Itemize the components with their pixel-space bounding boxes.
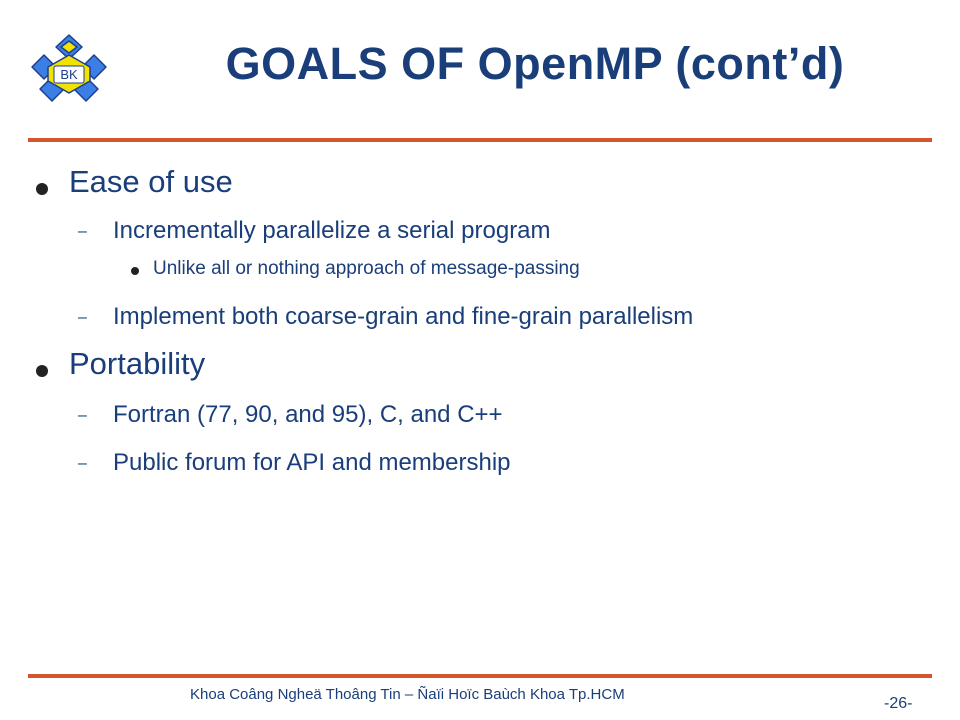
dash-marker: –: [78, 309, 87, 326]
bullet-dot: [36, 365, 48, 377]
subitem-incrementally-parallelize: Incrementally parallelize a serial program: [113, 217, 551, 244]
bullet-ease-of-use: Ease of use: [69, 164, 233, 199]
page-number: -26-: [884, 695, 913, 712]
logo-text: BK: [60, 67, 78, 82]
slide-title: GOALS OF OpenMP (cont’d): [225, 38, 845, 89]
dash-marker: –: [78, 407, 87, 424]
dash-marker: –: [78, 455, 87, 472]
dash-marker: –: [78, 223, 87, 240]
sub-bullet-dot: [131, 267, 139, 275]
footer-text: Khoa Coâng Ngheä Thoâng Tin – Ñaïi Hoïc Baùch Khoa Tp.HCM: [190, 686, 625, 703]
subitem-public-forum: Public forum for API and membership: [113, 449, 511, 476]
top-divider: [28, 138, 932, 142]
subitem-coarse-fine-grain: Implement both coarse-grain and fine-grain parallelism: [113, 303, 694, 330]
bullet-dot: [36, 183, 48, 195]
subitem-fortran-c: Fortran (77, 90, and 95), C, and C++: [113, 401, 503, 428]
bullet-portability: Portability: [69, 346, 206, 381]
bottom-divider: [28, 674, 932, 678]
bk-logo: [30, 33, 108, 103]
subitem-unlike-all-or-nothing: Unlike all or nothing approach of message-passing: [153, 258, 580, 279]
